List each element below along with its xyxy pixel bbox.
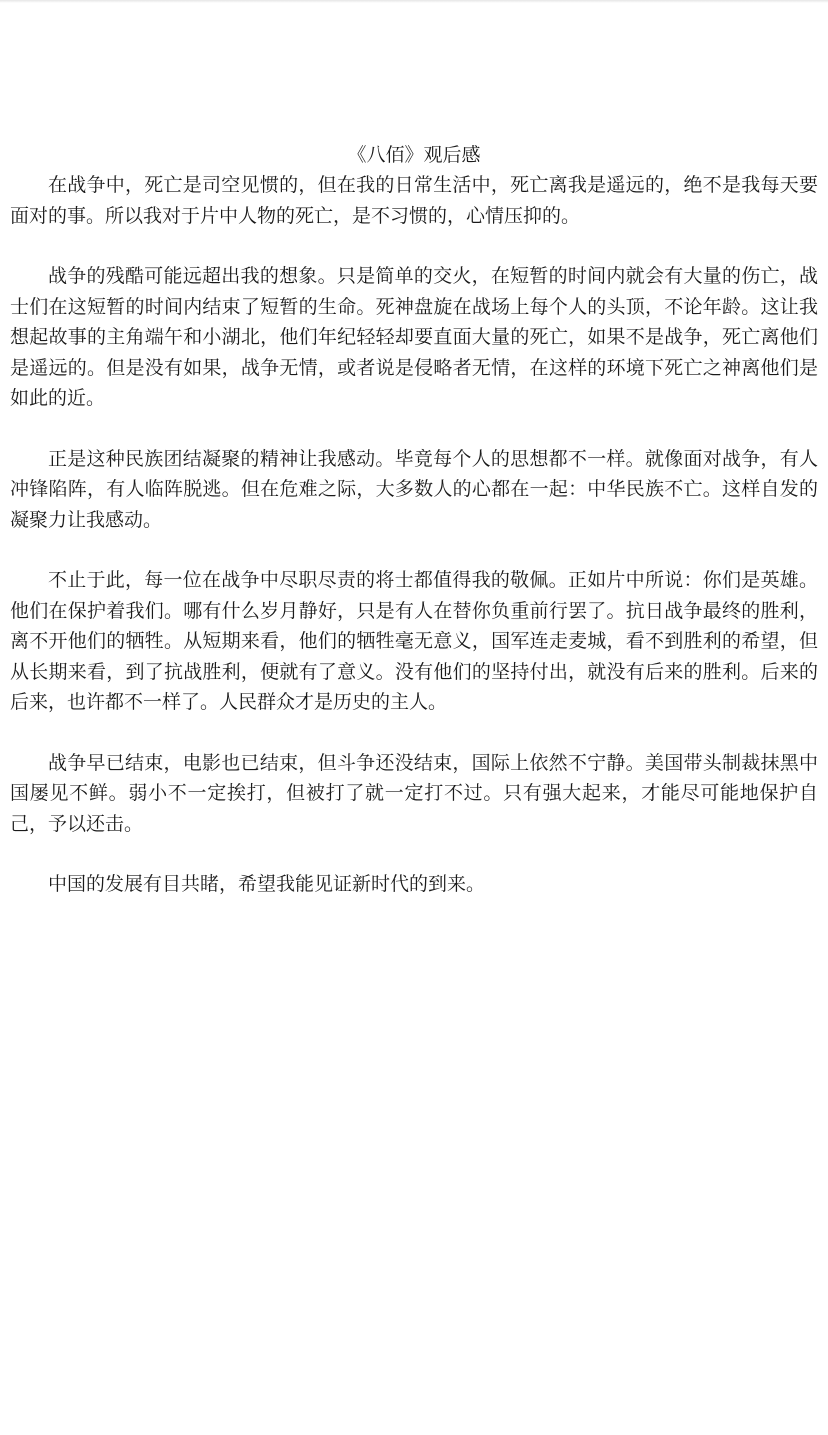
paragraph-3: 正是这种民族团结凝聚的精神让我感动。毕竟每个人的思想都不一样。就像面对战争，有人冲锋陷阵，有人临阵脱逃。但在危难之际，大多数人的心都在一起：中华民族不亡。这样自发的凝聚力让我感动。 (10, 447, 818, 531)
top-edge-shadow (0, 0, 828, 3)
document-title: 《八佰》观后感 (347, 144, 481, 166)
paragraph-4: 不止于此，每一位在战争中尽职尽责的将士都值得我的敬佩。正如片中所说：你们是英雄。他们在保护着我们。哪有什么岁月静好，只是有人在替你负重前行罢了。抗日战争最终的胜利，离不开他们的牺牲。从短期来看，他们的牺牲毫无意义，国军连走麦城，看不到胜利的希望，但从长期来看，到了抗战胜利，便就有了意义。没有他们的坚持付出，就没有后来的胜利。后来的后来，也许都不一样了。人民群众才是历史的主人。 (10, 569, 818, 713)
paragraph-6: 中国的发展有目共睹，希望我能见证新时代的到来。 (48, 873, 486, 895)
document-body (10, 140, 818, 930)
paragraph-2: 战争的残酷可能远超出我的想象。只是简单的交火，在短暂的时间内就会有大量的伤亡，战士们在这短暂的时间内结束了短暂的生命。死神盘旋在战场上每个人的头顶，不论年龄。这让我想起故事的主角端午和小湖北，他们年纪轻轻却要直面大量的死亡，如果不是战争，死亡离他们是遥远的。但是没有如果，战争无情，或者说是侵略者无情，在这样的环境下死亡之神离他们是如此的近。 (10, 265, 818, 409)
paragraph-5: 战争早已结束，电影也已结束，但斗争还没结束，国际上依然不宁静。美国带头制裁抹黑中国屡见不鲜。弱小不一定挨打，但被打了就一定打不过。只有强大起来，才能尽可能地保护自己，予以还击。 (10, 751, 818, 835)
paragraph-1: 在战争中，死亡是司空见惯的，但在我的日常生活中，死亡离我是遥远的，绝不是我每天要面对的事。所以我对于片中人物的死亡，是不习惯的，心情压抑的。 (10, 174, 818, 227)
